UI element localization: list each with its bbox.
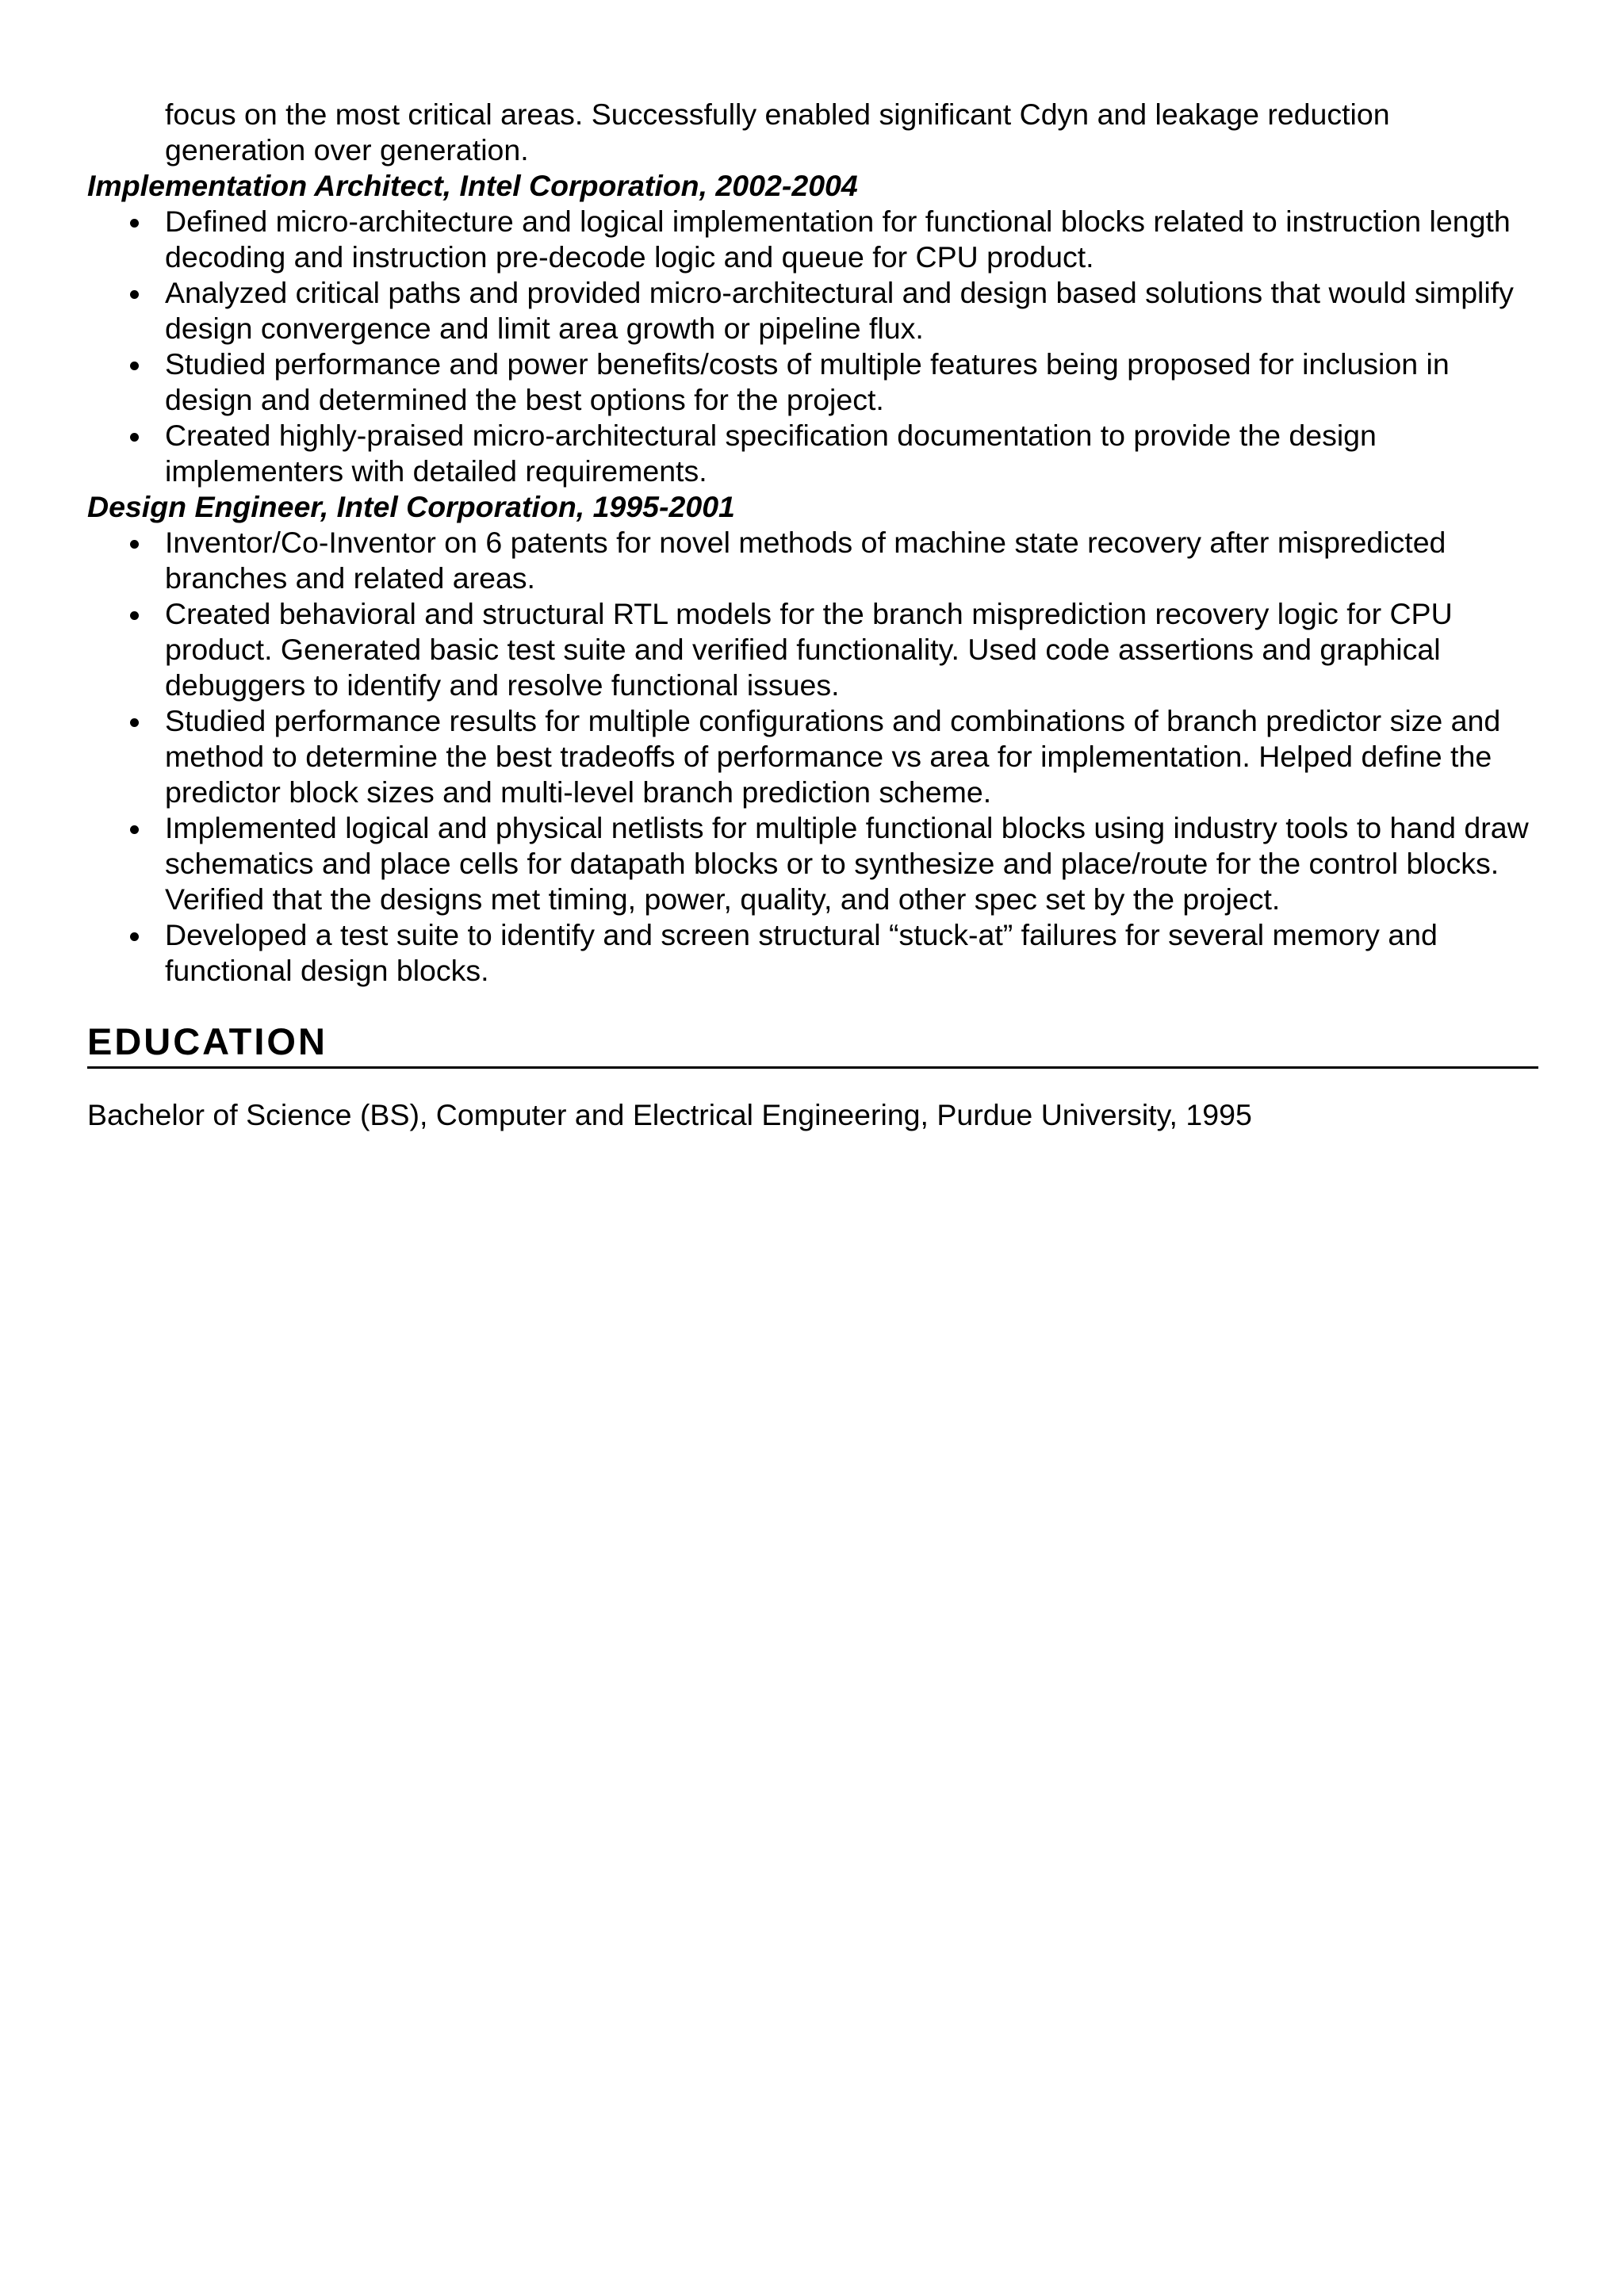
bullet-icon — [130, 932, 139, 941]
education-entry: Bachelor of Science (BS), Computer and Electrical Engineering, Purdue University, 1995 — [87, 1098, 1252, 1131]
job-bullets-implementation-architect — [87, 204, 1538, 489]
bullet-icon — [130, 825, 139, 834]
list-item — [87, 596, 1538, 703]
bullet-icon — [130, 540, 139, 549]
bullet-icon — [130, 718, 139, 727]
list-item — [87, 917, 1538, 989]
list-item — [87, 525, 1538, 596]
bullet-icon — [130, 433, 139, 442]
bullet-icon — [130, 290, 139, 299]
list-item — [87, 810, 1538, 917]
bullet-text: Studied performance results for multiple configurations and combinations of branch predictor size and method to determine the best tradeoffs of performance vs area for implementation. Helped define the predictor block sizes and multi-level branch prediction scheme. — [165, 704, 1501, 809]
bullet-icon — [130, 611, 139, 620]
list-item — [87, 204, 1538, 275]
bullet-text: Studied performance and power benefits/costs of multiple features being proposed for inclusion in design and determined the best options for the project. — [165, 347, 1450, 416]
bullet-text: Developed a test suite to identify and screen structural “stuck-at” failures for several memory and functional design blocks. — [165, 918, 1438, 987]
job-title-design-engineer: Design Engineer, Intel Corporation, 1995-2001 — [87, 490, 735, 523]
list-item — [87, 703, 1538, 810]
continuation-text: focus on the most critical areas. Successfully enabled significant Cdyn and leakage reduction generation over generation. — [165, 98, 1390, 166]
job-title-implementation-architect: Implementation Architect, Intel Corporation, 2002-2004 — [87, 169, 858, 202]
bullet-text: Implemented logical and physical netlists for multiple functional blocks using industry tools to hand draw schematics and place cells for datapath blocks or to synthesize and place/route for the control blocks. Verified that the designs met timing, power, quality, and other spec set by the project. — [165, 811, 1529, 916]
list-item — [87, 346, 1538, 418]
bullet-icon — [130, 362, 139, 370]
list-item — [87, 418, 1538, 489]
bullet-icon — [130, 219, 139, 228]
list-item — [87, 275, 1538, 346]
education-heading: EDUCATION — [87, 1019, 1538, 1069]
job-bullets-design-engineer — [87, 525, 1538, 989]
bullet-text: Created behavioral and structural RTL models for the branch misprediction recovery logic for CPU product. Generated basic test suite and verified functionality. Used code assertions and graphical debuggers to identify and resolve functional issues. — [165, 597, 1453, 702]
bullet-text: Analyzed critical paths and provided micro-architectural and design based solutions that would simplify design convergence and limit area growth or pipeline flux. — [165, 276, 1514, 345]
bullet-text: Created highly-praised micro-architectural specification documentation to provide the design implementers with detailed requirements. — [165, 419, 1377, 488]
bullet-text: Inventor/Co-Inventor on 6 patents for novel methods of machine state recovery after mispredicted branches and related areas. — [165, 526, 1446, 595]
resume-page — [87, 97, 1538, 1133]
bullet-text: Defined micro-architecture and logical implementation for functional blocks related to instruction length decoding and instruction pre-decode logic and queue for CPU product. — [165, 205, 1511, 274]
